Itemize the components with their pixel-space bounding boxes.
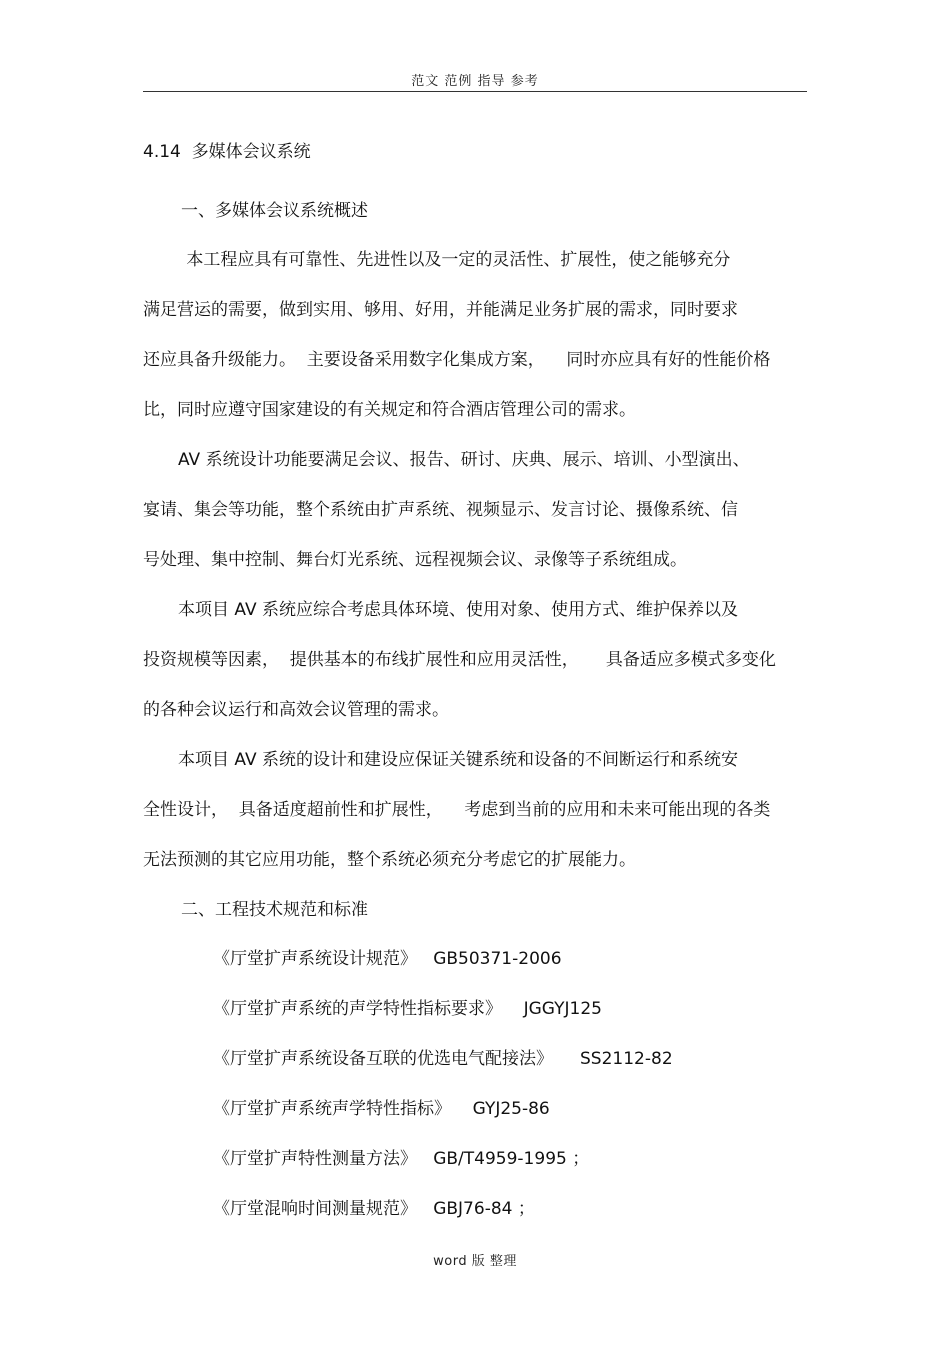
standard-item: 《厅堂扩声系统的声学特性指标要求》 JGGYJ125 <box>213 999 602 1019</box>
paragraph-line: 全性设计， 具备适度超前性和扩展性， 考虑到当前的应用和未来可能出现的各类 <box>143 800 771 820</box>
paragraph-line: 宴请、集会等功能，整个系统由扩声系统、视频显示、发言讨论、摄像系统、信 <box>143 500 738 520</box>
paragraph-line: AV 系统设计功能要满足会议、报告、研讨、庆典、展示、培训、小型演出、 <box>178 450 750 470</box>
paragraph-line: 号处理、集中控制、舞台灯光系统、远程视频会议、录像等子系统组成。 <box>143 550 687 570</box>
page-header: 范文 范例 指导 参考 <box>411 74 539 89</box>
page-footer: word 版 整理 <box>433 1254 517 1269</box>
section-title: 4.14 多媒体会议系统 <box>143 142 311 162</box>
header-divider <box>143 91 807 92</box>
paragraph-line: 比，同时应遵守国家建设的有关规定和符合酒店管理公司的需求。 <box>143 400 636 420</box>
paragraph-line: 投资规模等因素， 提供基本的布线扩展性和应用灵活性， 具备适应多模式多变化 <box>143 650 776 670</box>
standard-item: 《厅堂扩声特性测量方法》 GB/T4959-1995 ； <box>213 1149 590 1169</box>
paragraph-line: 还应具备升级能力。 主要设备采用数字化集成方案， 同时亦应具有好的性能价格 <box>143 350 771 370</box>
standard-item: 《厅堂扩声系统设计规范》 GB50371-2006 <box>213 949 562 969</box>
paragraph-line: 本工程应具有可靠性、先进性以及一定的灵活性、扩展性，使之能够充分 <box>181 250 731 270</box>
paragraph-line: 无法预测的其它应用功能，整个系统必须充分考虑它的扩展能力。 <box>143 850 636 870</box>
paragraph-line: 本项目 AV 系统应综合考虑具体环境、使用对象、使用方式、维护保养以及 <box>178 600 738 620</box>
paragraph-line: 本项目 AV 系统的设计和建设应保证关键系统和设备的不间断运行和系统安 <box>178 750 738 770</box>
standard-item: 《厅堂扩声系统声学特性指标》 GYJ25-86 <box>213 1099 550 1119</box>
standard-item: 《厅堂混响时间测量规范》 GBJ76-84 ； <box>213 1199 535 1219</box>
subsection-heading-overview: 一、多媒体会议系统概述 <box>181 201 368 221</box>
paragraph-line: 的各种会议运行和高效会议管理的需求。 <box>143 700 449 720</box>
standard-item: 《厅堂扩声系统设备互联的优选电气配接法》 SS2112-82 <box>213 1049 673 1069</box>
subsection-heading-standards: 二、工程技术规范和标准 <box>181 900 368 920</box>
paragraph-line: 满足营运的需要，做到实用、够用、好用，并能满足业务扩展的需求，同时要求 <box>143 300 738 320</box>
